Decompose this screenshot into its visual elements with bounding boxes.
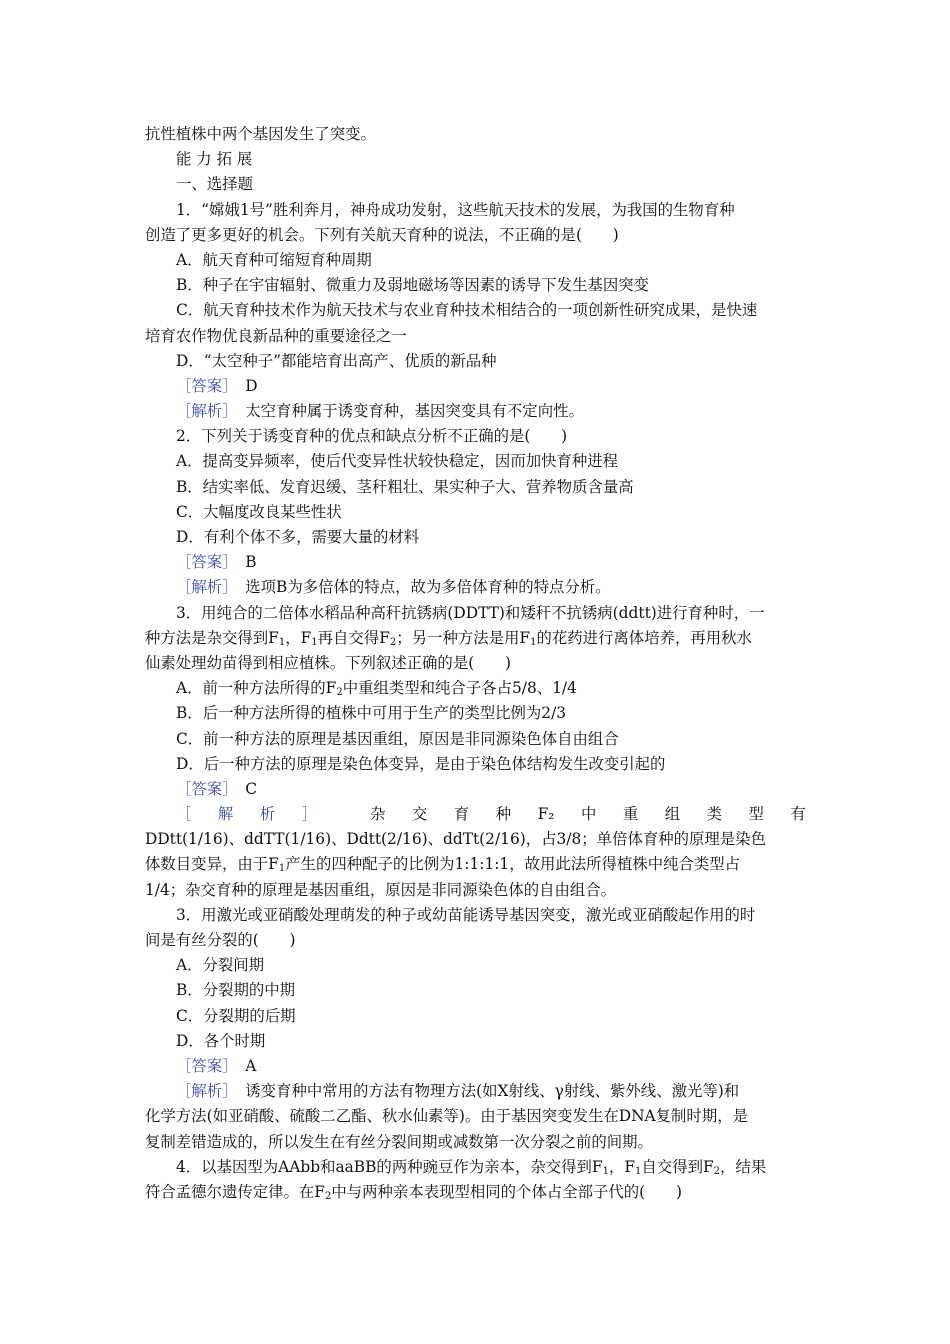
document-body	[145, 122, 806, 1205]
option-c: C．分裂期的后期	[176, 1006, 296, 1025]
answer-line	[145, 777, 806, 802]
subsection-heading: 一、选择题	[176, 175, 253, 194]
answer-line	[145, 374, 806, 399]
option-b: B．后一种方法所得的植株中可用于生产的类型比例为2/3	[176, 704, 567, 723]
option-b: B．分裂期的中期	[176, 981, 296, 1000]
analysis-text: 诱变育种中常用的方法有物理方法(如X射线、γ射线、紫外线、激光等)和	[229, 1082, 740, 1101]
text-line: 符合孟德尔遗传定律。在$F_2$中与两种亲本表现型相同的个体占全部子代的( )	[145, 1182, 682, 1202]
answer-value: C	[229, 779, 258, 798]
answer-line	[145, 550, 806, 575]
text-line: 体数目变异，由于$F_1$产生的四种配子的比例为1:1:1:1，故用此法所得植株中纯合类型占	[145, 855, 741, 875]
answer-value: B	[229, 553, 257, 572]
option-d: D．后一种方法的原理是染色体变异，是由于染色体结构发生改变引起的	[176, 754, 666, 773]
option-d: D．各个时期	[176, 1031, 266, 1050]
text-line: 间是有丝分裂的( )	[145, 931, 296, 949]
question-3b: 3．用激光或亚硝酸处理萌发的种子或幼苗能诱导基因突变，激光或亚硝酸起作用的时	[176, 905, 756, 924]
text-line: 培育农作物优良新品种的重要途径之一	[145, 326, 407, 345]
option-a: A．分裂间期	[176, 956, 265, 975]
text-line: 创造了更多更好的机会。下列有关航天育种的说法，不正确的是( )	[145, 225, 619, 244]
option-d: D．“太空种子”都能培育出高产、优质的新品种	[176, 351, 497, 370]
option-b: B．种子在宇宙辐射、微重力及弱地磁场等因素的诱导下发生基因突变	[176, 276, 650, 295]
text-line: 1/4；杂交育种的原理是基因重组，原因是非同源染色体的自由组合。	[145, 880, 617, 899]
question-4: 4．以基因型为AAbb和aaBB的两种豌豆作为亲本，杂交得到$F_1$，$F_1$自交得到$F_2$，结果	[176, 1157, 767, 1177]
option-b: B．结实率低、发育迟缓、茎秆粗壮、果实种子大、营养物质含量高	[176, 477, 634, 496]
text-line: 仙素处理幼苗得到相应植株。下列叙述正确的是( )	[145, 653, 511, 672]
analysis-tag: ［解析］	[176, 1082, 230, 1101]
answer-line	[145, 1054, 806, 1079]
question-1: 1．“嫦娥1号”胜利奔月，神舟成功发射，这些航天技术的发展，为我国的生物育种	[176, 200, 735, 219]
text-line: 抗性植株中两个基因发生了突变。	[145, 125, 376, 143]
question-2: 2．下列关于诱变育种的优点和缺点分析不正确的是( )	[176, 427, 568, 446]
question-3: 3．用纯合的二倍体水稻品种高秆抗锈病(DDTT)和矮秆不抗锈病(ddtt)进行育种时，一	[176, 603, 765, 622]
text-line: DDtt(1/16)、ddTT(1/16)、Ddtt(2/16)、ddTt(2/16)，占3/8；单倍体育种的原理是染色	[145, 830, 766, 849]
text-line: 化学方法(如亚硝酸、硫酸二乙酯、秋水仙素等)。由于基因突变发生在DNA复制时期，是	[145, 1107, 748, 1126]
option-c: C．大幅度改良某些性状	[176, 502, 342, 521]
analysis-line-justified: ［ 解 析 ］ 杂 交 育 种 F₂ 中 重 组 类 型 有	[176, 805, 806, 824]
answer-value: D	[229, 376, 258, 395]
analysis-line	[145, 575, 806, 600]
option-a: A．前一种方法所得的$F_2$中重组类型和纯合子各占5/8、1/4	[176, 679, 577, 699]
analysis-line	[145, 399, 806, 424]
option-a: A．提高变异频率，使后代变异性状较快稳定，因而加快育种进程	[176, 452, 619, 471]
answer-tag: ［答案］	[176, 1056, 230, 1075]
text-line: 种方法是杂交得到$F_1$，$F_1$再自交得$F_2$；另一种方法是用$F_1$的花药进行离体培养，再用秋水	[145, 628, 752, 648]
answer-tag: ［答案］	[176, 553, 230, 572]
analysis-tag: ［解析］	[176, 402, 230, 421]
option-a: A．航天育种可缩短育种周期	[176, 250, 372, 269]
answer-tag: ［答案］	[176, 779, 230, 798]
answer-tag: ［答案］	[176, 376, 230, 395]
answer-value: A	[229, 1056, 257, 1075]
analysis-line	[145, 1079, 806, 1104]
text-line: 复制差错造成的，所以发生在有丝分裂间期或减数第一次分裂之前的间期。	[145, 1132, 653, 1151]
option-c: C．前一种方法的原理是基因重组，原因是非同源染色体自由组合	[176, 729, 619, 748]
analysis-text: 选项B为多倍体的特点，故为多倍体育种的特点分析。	[229, 578, 611, 597]
analysis-tag: ［解析］	[176, 578, 230, 597]
section-heading: 能 力 拓 展	[176, 150, 253, 169]
option-c: C．航天育种技术作为航天技术与农业育种技术相结合的一项创新性研究成果，是快速	[176, 301, 758, 320]
option-d: D．有利个体不多，需要大量的材料	[176, 528, 420, 546]
analysis-text: 太空育种属于诱变育种，基因突变具有不定向性。	[229, 402, 584, 421]
